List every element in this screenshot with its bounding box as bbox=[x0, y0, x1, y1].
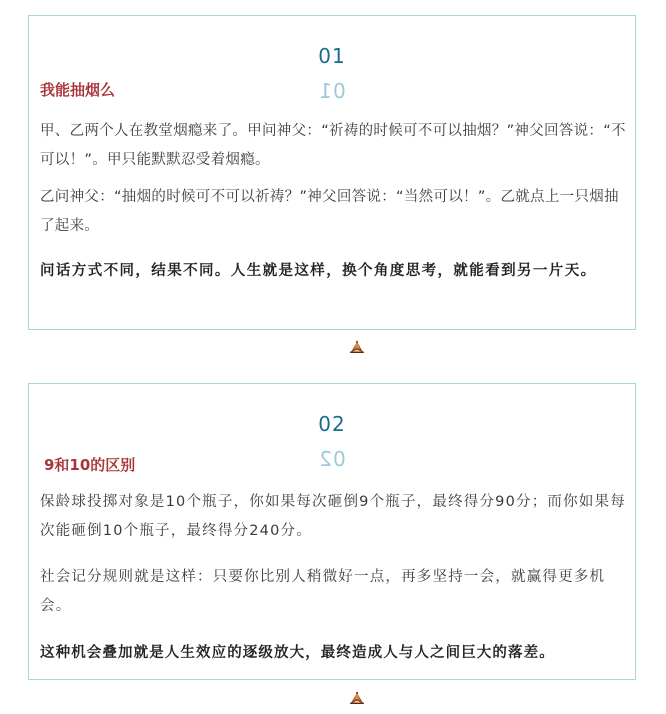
section-number-reflection: 01 bbox=[318, 79, 346, 103]
section-number: 01 bbox=[318, 44, 346, 68]
section-heading: 我能抽烟么 bbox=[40, 81, 116, 99]
paragraph-conclusion: 问话方式不同，结果不同。人生就是这样，换个角度思考，就能看到另一片天。 bbox=[40, 263, 597, 279]
section-heading: 9和10的区别 bbox=[44, 456, 136, 474]
paragraph: 乙问神父：“抽烟的时候可不可以祈祷？”神父回答说：“当然可以！”。乙就点上一只烟抽了起来。 bbox=[40, 189, 619, 234]
paragraph-conclusion: 这种机会叠加就是人生效应的逐级放大，最终造成人与人之间巨大的落差。 bbox=[40, 645, 555, 661]
paragraph: 甲、乙两个人在教堂烟瘾来了。甲问神父：“祈祷的时候可不可以抽烟？”神父回答说：“不可以！”。甲只能默默忍受着烟瘾。 bbox=[40, 123, 626, 168]
paragraph: 社会记分规则就是这样：只要你比别人稍微好一点，再多坚持一会，就赢得更多机会。 bbox=[40, 569, 606, 614]
butterfly-icon bbox=[348, 339, 366, 355]
section-number-reflection: 02 bbox=[318, 447, 346, 471]
butterfly-icon bbox=[348, 690, 366, 706]
paragraph: 保龄球投掷对象是10个瓶子，你如果每次砸倒9个瓶子，最终得分90分；而你如果每次能砸倒10个瓶子，最终得分240分。 bbox=[40, 494, 626, 539]
section-number: 02 bbox=[318, 412, 346, 436]
section-card-1 bbox=[28, 15, 636, 330]
section-card-2 bbox=[28, 383, 636, 680]
